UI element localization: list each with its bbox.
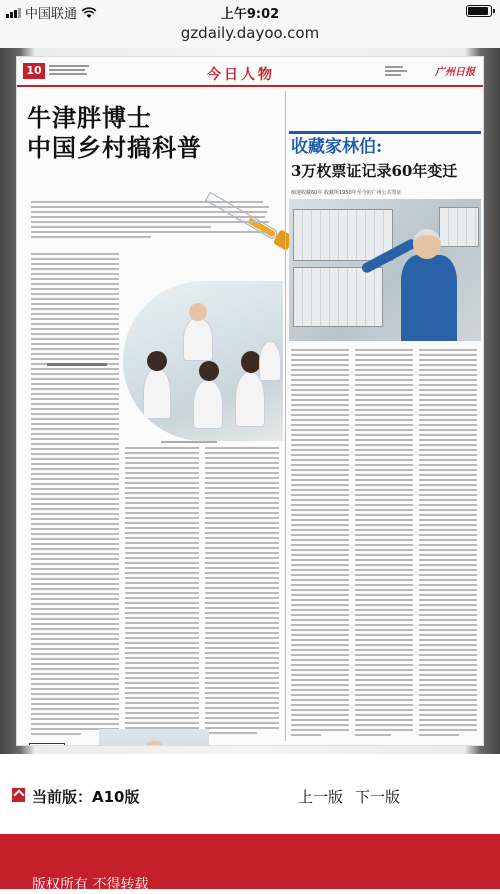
newspaper-header (17, 57, 483, 87)
left-column-1 (31, 253, 119, 378)
right-column-2 (355, 349, 413, 739)
carrier-name: 中国联通 (25, 7, 78, 22)
left-column-1b (31, 373, 119, 738)
status-right (466, 5, 492, 17)
section-title: 今日人物 (207, 67, 275, 83)
header-meta (49, 63, 89, 75)
right-story (289, 91, 481, 741)
edition-links (298, 786, 400, 807)
newspaper-viewer[interactable] (0, 48, 500, 754)
right-story-rule (289, 131, 481, 134)
current-edition-value: A10版 (92, 788, 140, 806)
footer-bar (0, 834, 500, 893)
battery-icon (466, 5, 492, 17)
newspaper-page[interactable] (16, 56, 484, 746)
right-headline (291, 135, 457, 183)
next-edition-link[interactable]: 下一版 (355, 788, 401, 806)
chevron-up-icon[interactable] (12, 788, 25, 802)
main-headline-line2: 中国乡村搞科普 (27, 133, 202, 162)
edition-nav (0, 754, 500, 834)
main-headline (27, 103, 202, 163)
left-column-3 (205, 447, 279, 737)
url-bar[interactable]: gzdaily.dayoo.com (0, 22, 500, 48)
lab-photo-caption (161, 441, 217, 443)
left-story (21, 91, 283, 741)
collector-photo (289, 199, 481, 341)
masthead-logo: 广州日报 (435, 67, 475, 78)
column-divider (285, 91, 286, 741)
left-column-2 (125, 447, 199, 742)
right-headline-line1: 收藏家林伯: (291, 137, 383, 157)
lead-paragraph (31, 201, 271, 241)
current-edition-label: 当前版： (32, 788, 93, 806)
status-bar (0, 0, 500, 22)
right-subtitle: 痴迷收藏60年 收藏所1950年至今的广州公共票证 (291, 190, 402, 196)
header-date (385, 64, 407, 76)
right-headline-line2: 3万枚票证记录60年变迁 (291, 162, 458, 180)
lab-photo (123, 281, 283, 441)
right-column-3 (419, 349, 477, 739)
status-time: 上午9:02 (220, 7, 280, 22)
main-headline-line1: 牛津胖博士 (27, 103, 152, 132)
page-number: 10 (23, 63, 45, 79)
qr-code[interactable] (29, 743, 65, 746)
battery-fill (468, 7, 488, 15)
subhead-1 (47, 363, 107, 366)
copyright-text: 版权所有 不得转载 (32, 877, 149, 893)
prev-edition-link[interactable]: 上一版 (298, 788, 344, 806)
right-column-1 (291, 349, 349, 739)
scientist-photo (99, 729, 209, 746)
current-edition (32, 786, 140, 807)
